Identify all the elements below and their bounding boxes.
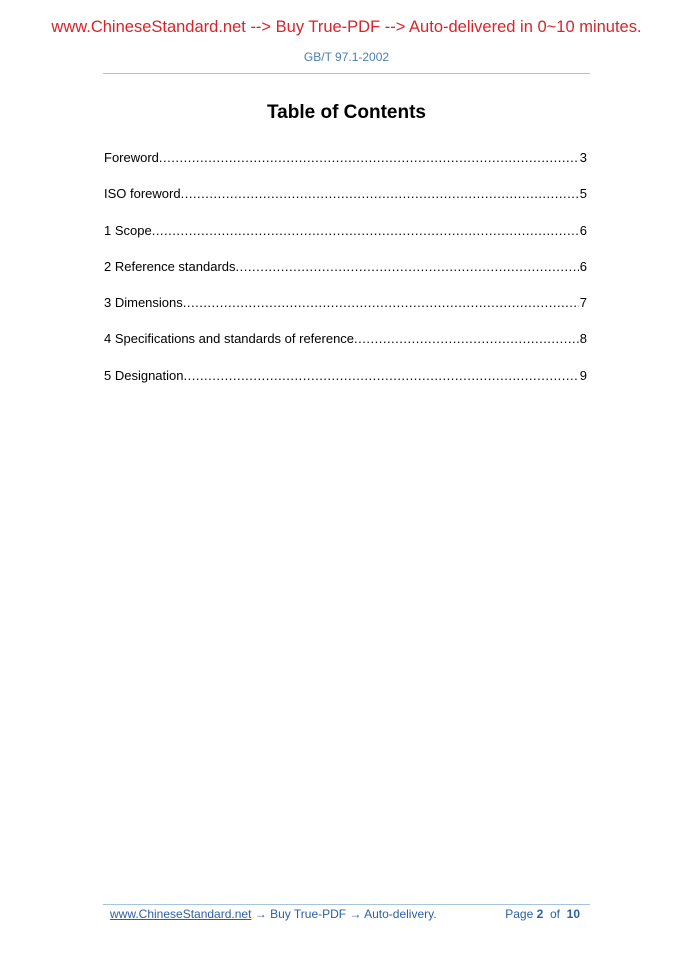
table-of-contents [104, 150, 587, 404]
toc-entry-page: 9 [579, 367, 587, 383]
toc-entry-page: 5 [579, 186, 587, 202]
toc-entry-page: 7 [579, 295, 587, 311]
toc-dot-leader [236, 259, 579, 275]
toc-entry-label: Foreword [104, 150, 159, 165]
footer-promo-tail: → Buy True-PDF → Auto-delivery. [251, 907, 437, 921]
toc-entry-page: 8 [579, 331, 587, 347]
toc-entry-label: 5 Designation [104, 367, 184, 383]
toc-dot-leader [152, 223, 579, 239]
toc-entry-scope[interactable] [104, 223, 587, 259]
toc-dot-leader [184, 368, 579, 384]
promo-banner[interactable]: www.ChineseStandard.net --> Buy True-PDF --> Auto-delivered in 0~10 minutes. [51, 18, 642, 36]
toc-entry-label: ISO foreword [104, 186, 181, 202]
toc-entry-label: 1 Scope [104, 222, 152, 238]
toc-entry-dimensions[interactable] [104, 295, 587, 331]
page-indicator [505, 907, 580, 921]
page-title: Table of Contents [266, 102, 427, 123]
toc-entry-reference-standards[interactable] [104, 259, 587, 295]
footer-promo [110, 907, 437, 921]
total-page-number: 10 [566, 907, 580, 921]
toc-entry-foreword[interactable] [104, 150, 587, 186]
header-divider [103, 73, 590, 74]
page-word: Page [505, 907, 534, 921]
toc-dot-leader [183, 295, 579, 311]
toc-dot-leader [181, 186, 579, 202]
current-page-number: 2 [536, 907, 544, 921]
toc-dot-leader [354, 331, 579, 347]
toc-entry-designation[interactable] [104, 368, 587, 404]
toc-entry-page: 3 [579, 150, 587, 165]
standard-code-header: GB/T 97.1-2002 [303, 50, 390, 64]
toc-entry-specifications[interactable] [104, 331, 587, 367]
toc-entry-page: 6 [579, 222, 587, 238]
toc-dot-leader [159, 150, 579, 166]
of-word: of [549, 907, 560, 921]
toc-entry-page: 6 [579, 258, 587, 274]
toc-entry-label: 3 Dimensions [104, 295, 183, 311]
toc-entry-iso-foreword[interactable] [104, 186, 587, 222]
footer-site-link[interactable]: www.ChineseStandard.net [110, 907, 252, 921]
footer-divider [103, 904, 590, 905]
toc-entry-label: 4 Specifications and standards of reference [104, 331, 355, 347]
toc-entry-label: 2 Reference standards [104, 258, 236, 274]
